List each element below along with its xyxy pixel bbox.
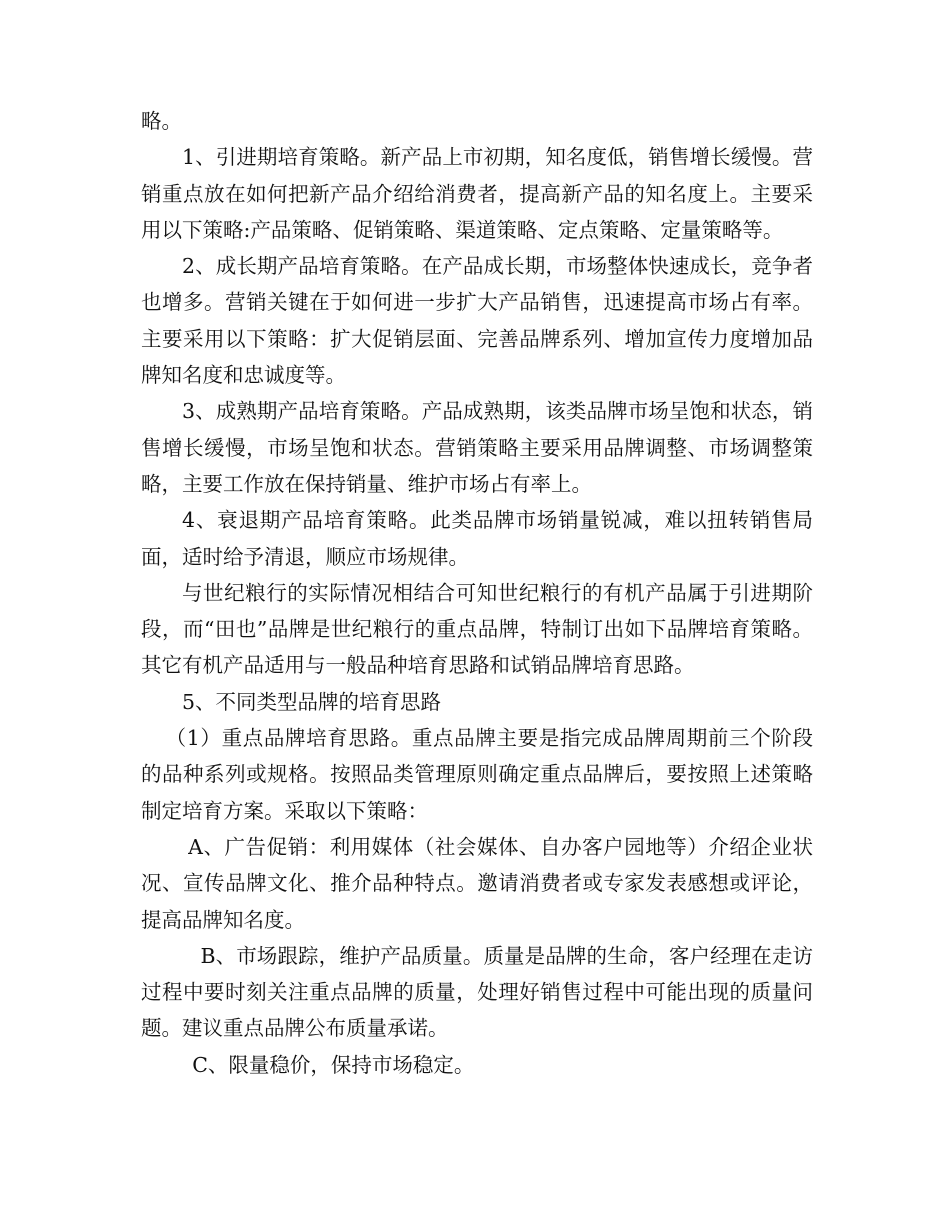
paragraph-continuation: 略。 xyxy=(141,109,182,133)
paragraph-decline-stage: 4、衰退期产品培育策略。此类品牌市场销量锐减，难以扭转销售局面，适时给予清退，顺应市场规律。 xyxy=(141,508,813,569)
paragraph-company-context: 与世纪粮行的实际情况相结合可知世纪粮行的有机产品属于引进期阶段，而“田也”品牌是世纪粮行的重点品牌，特制订出如下品牌培育策略。其它有机产品适用与一般品种培育思路和试销品牌培育思路。 xyxy=(141,580,813,678)
paragraph-key-brand-strategy: （1）重点品牌培育思路。重点品牌主要是指完成品牌周期前三个阶段的品种系列或规格。按照品类管理原则确定重点品牌后，要按照上述策略制定培育方案。采取以下策略： xyxy=(141,726,813,823)
paragraph-growth-stage: 2、成长期产品培育策略。在产品成长期，市场整体快速成长，竞争者也增多。营销关键在于如何进一步扩大产品销售，迅速提高市场占有率。主要采用以下策略：扩大促销层面、完善品牌系列、增加宣传力度增加品牌知名度和忠诚度等。 xyxy=(141,254,813,388)
paragraph-introduction-stage: 1、引进期培育策略。新产品上市初期，知名度低，销售增长缓慢。营销重点放在如何把新产品介绍给消费者，提高新产品的知名度上。主要采用以下策略:产品策略、促销策略、渠道策略、定点策略、定量策略等。 xyxy=(141,145,813,242)
section-heading-brand-types: 5、不同类型品牌的培育思路 xyxy=(182,689,442,714)
paragraph-item-c: C、限量稳价，保持市场稳定。 xyxy=(192,1052,475,1077)
paragraph-item-b: B、市场跟踪，维护产品质量。质量是品牌的生命，客户经理在走访过程中要时刻关注重点品牌的质量，处理好销售过程中可能出现的质量问题。建议重点品牌公布质量承诺。 xyxy=(141,943,813,1041)
paragraph-item-a: A、广告促销：利用媒体（社会媒体、自办客户园地等）介绍企业状况、宣传品牌文化、推介品种特点。邀请消费者或专家发表感想或评论，提高品牌知名度。 xyxy=(141,834,813,932)
paragraph-maturity-stage: 3、成熟期产品培育策略。产品成熟期，该类品牌市场呈饱和状态，销售增长缓慢，市场呈饱和状态。营销策略主要采用品牌调整、市场调整策略，主要工作放在保持销量、维护市场占有率上。 xyxy=(141,399,813,496)
document-body xyxy=(141,103,813,1083)
